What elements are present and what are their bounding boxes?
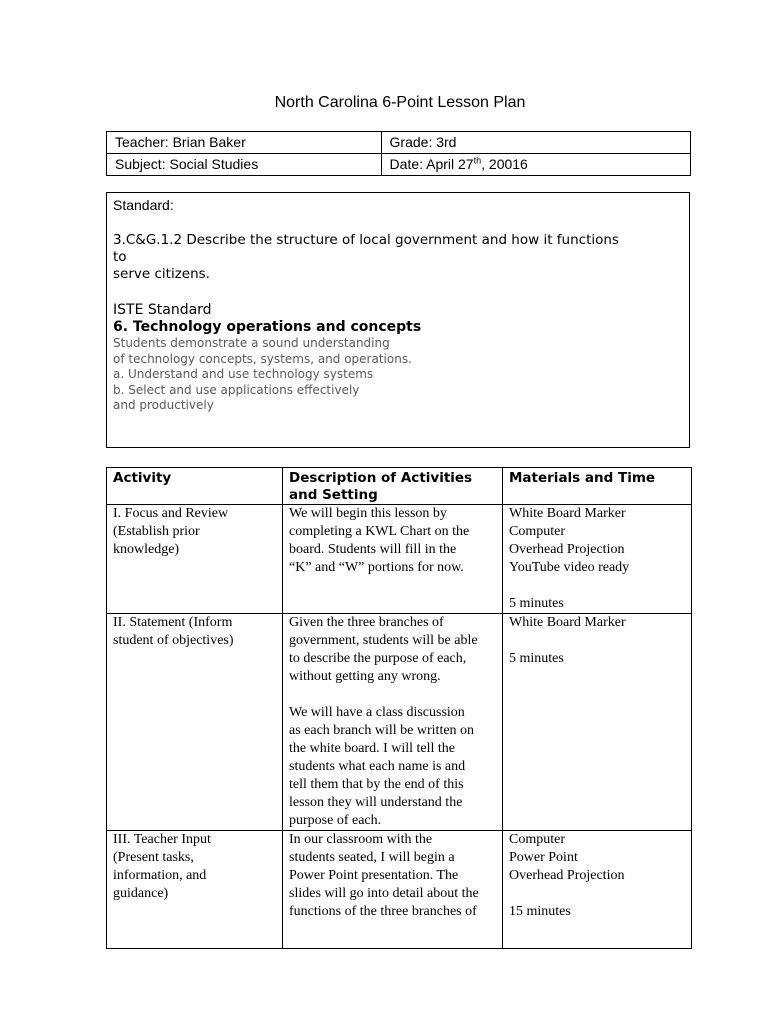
cell-line: knowledge) [113,542,180,557]
cell-line: Power Point [509,850,578,865]
cell-line: Computer [509,832,565,847]
cell-line: functions of the three branches of [289,904,477,919]
date-text: Date: April 27 [389,156,474,172]
table-row [107,614,692,831]
cell-line: II. Statement (Inform [113,615,233,630]
cell-line: We will begin this lesson by [289,506,447,521]
cell-line: White Board Marker [509,506,626,521]
cell-line: guidance) [113,886,169,901]
cell-line: (Present tasks, [113,850,194,865]
header-materials: Materials and Time [503,468,692,505]
iste-heading: 6. Technology operations and concepts [113,319,422,335]
cell-line: (Establish prior [113,524,200,539]
iste-line: a. Understand and use technology systems [113,367,374,381]
cell-line: without getting any wrong. [289,669,441,684]
cell-line: III. Teacher Input [113,832,211,847]
info-row [107,154,691,176]
standard-line: serve citizens. [113,266,210,282]
document-title: North Carolina 6-Point Lesson Plan [274,94,526,111]
date-year: , 20016 [481,156,528,172]
cell-line: students what each name is and [289,759,466,774]
activity-cell [107,505,283,614]
standard-box [106,192,690,448]
iste-label: ISTE Standard [113,302,212,318]
cell-line: government, students will be able [289,633,478,648]
description-cell [283,505,503,614]
description-cell [283,831,503,949]
activity-cell [107,831,283,949]
materials-cell [503,614,692,831]
grade-cell: Grade: 3rd [381,132,690,154]
cell-line: We will have a class discussion [289,705,465,720]
cell-line: I. Focus and Review [113,506,229,521]
cell-line: as each branch will be written on [289,723,475,738]
iste-line: Students demonstrate a sound understanding [113,336,390,350]
time-line: 15 minutes [509,904,571,919]
cell-line: Overhead Projection [509,868,625,883]
cell-line: Power Point presentation. The [289,868,459,883]
cell-line: information, and [113,868,207,883]
cell-line: White Board Marker [509,615,626,630]
activity-table [106,467,692,949]
cell-line: to describe the purpose of each, [289,651,467,666]
time-line: 5 minutes [509,651,564,666]
teacher-cell: Teacher: Brian Baker [107,132,382,154]
iste-line: and productively [113,398,214,412]
table-row [107,831,692,949]
info-row [107,132,691,154]
cell-line: board. Students will fill in the [289,542,457,557]
table-header-row [107,468,692,505]
cell-line: Computer [509,524,565,539]
iste-description [113,336,683,414]
cell-line: Overhead Projection [509,542,625,557]
materials-cell [503,505,692,614]
cell-line: the white board. I will tell the [289,741,456,756]
standard-line: to [113,249,127,265]
cell-line: completing a KWL Chart on the [289,524,470,539]
subject-cell: Subject: Social Studies [107,154,382,176]
cell-line: purpose of each. [289,813,382,828]
date-cell [381,154,690,176]
description-cell [283,614,503,831]
date-ordinal: th [473,155,482,166]
cell-line: students seated, I will begin a [289,850,455,865]
cell-line: “K” and “W” portions for now. [289,560,464,575]
cell-line: student of objectives) [113,633,234,648]
cell-line: In our classroom with the [289,832,433,847]
header-activity: Activity [107,468,283,505]
iste-line: of technology concepts, systems, and operations. [113,351,412,366]
cell-line: YouTube video ready [509,560,630,575]
info-table [106,131,691,176]
activity-cell [107,614,283,831]
cell-line: tell them that by the end of this [289,777,464,792]
cell-line: Given the three branches of [289,615,444,630]
time-line: 5 minutes [509,596,564,611]
standard-line: 3.C&G.1.2 Describe the structure of local government and how it functions [113,232,619,248]
table-row [107,505,692,614]
cell-line: slides will go into detail about the [289,886,479,901]
standard-text [113,232,683,283]
materials-cell [503,831,692,949]
standard-label: Standard: [113,197,174,213]
header-description: Description of Activities and Setting [283,468,503,505]
iste-line: b. Select and use applications effectively [113,382,360,397]
cell-line: lesson they will understand the [289,795,463,810]
